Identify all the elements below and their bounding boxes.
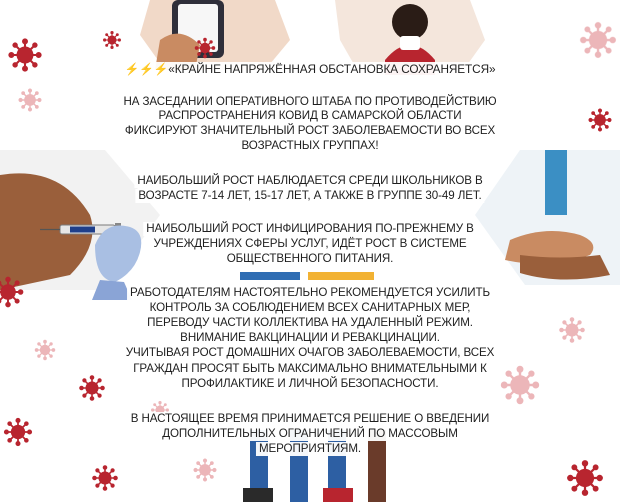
paragraph-line: НАИБОЛЬШИЙ РОСТ ИНФИЦИРОВАНИЯ ПО-ПРЕЖНЕМУ В xyxy=(143,222,476,236)
paragraph-line: РАБОТОДАТЕЛЯМ НАСТОЯТЕЛЬНО РЕКОМЕНДУЕТСЯ УСИЛИТЬ xyxy=(127,286,493,300)
paragraph-line: УЧИТЫВАЯ РОСТ ДОМАШНИХ ОЧАГОВ ЗАБОЛЕВАЕМОСТИ, ВСЕХ xyxy=(123,346,498,360)
paragraph-line: ВОЗРАСТЕ 7-14 ЛЕТ, 15-17 ЛЕТ, А ТАКЖЕ В ГРУППЕ 30-49 ЛЕТ. xyxy=(135,189,484,203)
paragraph-line: НАИБОЛЬШИЙ РОСТ НАБЛЮДАЕТСЯ СРЕДИ ШКОЛЬНИКОВ В xyxy=(134,174,485,188)
paragraph-line: ВОЗРАСТНЫХ ГРУППАХ! xyxy=(238,139,381,153)
paragraph-line: ОБЩЕСТВЕННОГО ПИТАНИЯ. xyxy=(224,252,397,266)
paragraph-line: УЧРЕЖДЕНИЯХ СФЕРЫ УСЛУГ, ИДЁТ РОСТ В СИСТЕМЕ xyxy=(150,237,469,251)
paragraph-line: КОНТРОЛЬ ЗА СОБЛЮДЕНИЕМ ВСЕХ САНИТАРНЫХ МЕР, xyxy=(147,301,474,315)
paragraph-line: ГРАЖДАН ПРОСЯТ БЫТЬ МАКСИМАЛЬНО ВНИМАТЕЛЬНЫМИ К xyxy=(130,362,490,376)
paragraph-line: НА ЗАСЕДАНИИ ОПЕРАТИВНОГО ШТАБА ПО ПРОТИВОДЕЙСТВИЮ xyxy=(120,95,499,109)
paragraph-line: ВНИМАНИЕ ВАКЦИНАЦИИ И РЕВАКЦИНАЦИИ. xyxy=(177,331,443,345)
headline: ⚡⚡⚡«КРАЙНЕ НАПРЯЖЁННАЯ ОБСТАНОВКА СОХРАНЯЕТСЯ» xyxy=(122,62,499,76)
paragraph-line: ФИКСИРУЮТ ЗНАЧИТЕЛЬНЫЙ РОСТ ЗАБОЛЕВАЕМОСТИ ВО ВСЕХ xyxy=(122,124,498,138)
paragraph-line: ПЕРЕВОДУ ЧАСТИ КОЛЛЕКТИВА НА УДАЛЕННЫЙ РЕЖИМ. xyxy=(144,316,476,330)
paragraph-line: В НАСТОЯЩЕЕ ВРЕМЯ ПРИНИМАЕТСЯ РЕШЕНИЕ О ВВЕДЕНИИ xyxy=(128,412,493,426)
paragraph-line: РАСПРОСТРАНЕНИЯ КОВИД В САМАРСКОЙ ОБЛАСТИ xyxy=(156,109,465,123)
paragraph-line: ПРОФИЛАКТИКЕ И ЛИЧНОЙ БЕЗОПАСНОСТИ. xyxy=(178,377,441,391)
paragraph-line: МЕРОПРИЯТИЯМ. xyxy=(256,442,364,456)
paragraph-line: ДОПОЛНИТЕЛЬНЫХ ОГРАНИЧЕНИЙ ПО МАССОВЫМ xyxy=(159,427,461,441)
